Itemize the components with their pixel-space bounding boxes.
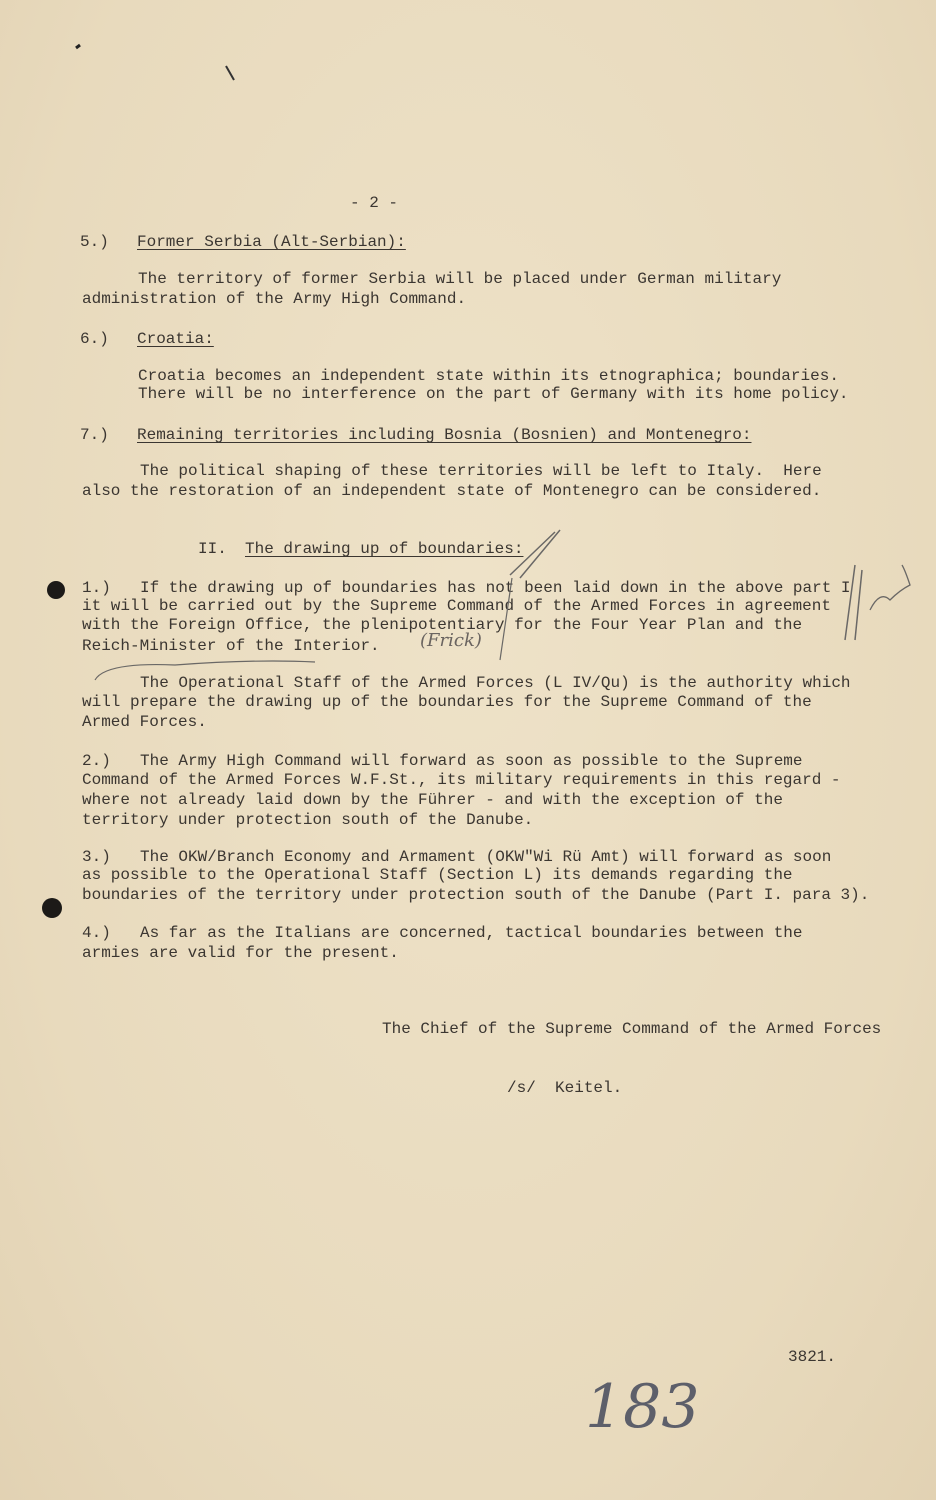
text-line: it will be carried out by the Supreme Command of the Armed Forces in agreement [82, 597, 831, 615]
handwritten-page-number: 183 [585, 1372, 700, 1442]
signature-title: The Chief of the Supreme Command of the Armed Forces [382, 1020, 882, 1038]
text-line: The political shaping of these territories will be left to Italy. Here [140, 462, 822, 480]
section-heading: Remaining territories including Bosnia (Bosnien) and Montenegro: [137, 426, 752, 444]
text-line: The Operational Staff of the Armed Forces (L IV/Qu) is the authority which [140, 674, 851, 692]
pencil-check [510, 530, 560, 578]
pencil-margin-lines [845, 565, 862, 640]
text-line: The Army High Command will forward as soon as possible to the Supreme [140, 752, 803, 770]
text-line: Armed Forces. [82, 713, 207, 731]
pencil-stroke [226, 66, 234, 80]
text-line: If the drawing up of boundaries has not been laid down in the above part I [140, 579, 851, 597]
document-number: 3821. [788, 1348, 837, 1366]
text-line: as possible to the Operational Staff (Section L) its demands regarding the [82, 866, 793, 884]
text-line: Reich-Minister of the Interior. [82, 637, 380, 655]
punch-hole [47, 581, 65, 599]
section-number: 7.) [80, 426, 109, 444]
text-line: will prepare the drawing up of the boundaries for the Supreme Command of the [82, 693, 812, 711]
text-line: The OKW/Branch Economy and Armament (OKW"Wi Rü Amt) will forward as soon [140, 848, 832, 866]
section-heading: Former Serbia (Alt-Serbian): [137, 233, 406, 251]
pencil-initials [870, 565, 910, 610]
page-number: - 2 - [350, 194, 399, 212]
text-line: boundaries of the territory under protection south of the Danube (Part I. para 3). [82, 886, 870, 904]
section-number: 5.) [80, 233, 109, 251]
part-heading: The drawing up of boundaries: [245, 540, 524, 558]
item-number: 4.) [82, 924, 111, 942]
speck [76, 45, 80, 48]
text-line: Croatia becomes an independent state within its etnographica; boundaries. [138, 367, 839, 385]
item-number: 2.) [82, 752, 111, 770]
text-line: where not already laid down by the Führer - and with the exception of the [82, 791, 783, 809]
text-line: territory under protection south of the Danube. [82, 811, 534, 829]
signature-name: /s/ Keitel. [507, 1079, 623, 1097]
item-number: 3.) [82, 848, 111, 866]
text-line: Command of the Armed Forces W.F.St., its military requirements in this regard - [82, 771, 841, 789]
pencil-underline [95, 661, 315, 680]
pencil-stroke [500, 578, 512, 660]
text-line: also the restoration of an independent state of Montenegro can be considered. [82, 482, 822, 500]
item-number: 1.) [82, 579, 111, 597]
text-line: There will be no interference on the part of Germany with its home policy. [138, 385, 849, 403]
part-number: II. [198, 540, 227, 558]
text-line: As far as the Italians are concerned, tactical boundaries between the [140, 924, 803, 942]
text-line: armies are valid for the present. [82, 944, 399, 962]
section-number: 6.) [80, 330, 109, 348]
text-line: The territory of former Serbia will be placed under German military [138, 270, 782, 288]
text-line: administration of the Army High Command. [82, 290, 467, 308]
section-heading: Croatia: [137, 330, 214, 348]
handwritten-note: (Frick) [420, 630, 482, 651]
text-line: with the Foreign Office, the plenipotentiary for the Four Year Plan and the [82, 616, 803, 634]
punch-hole [42, 898, 62, 918]
